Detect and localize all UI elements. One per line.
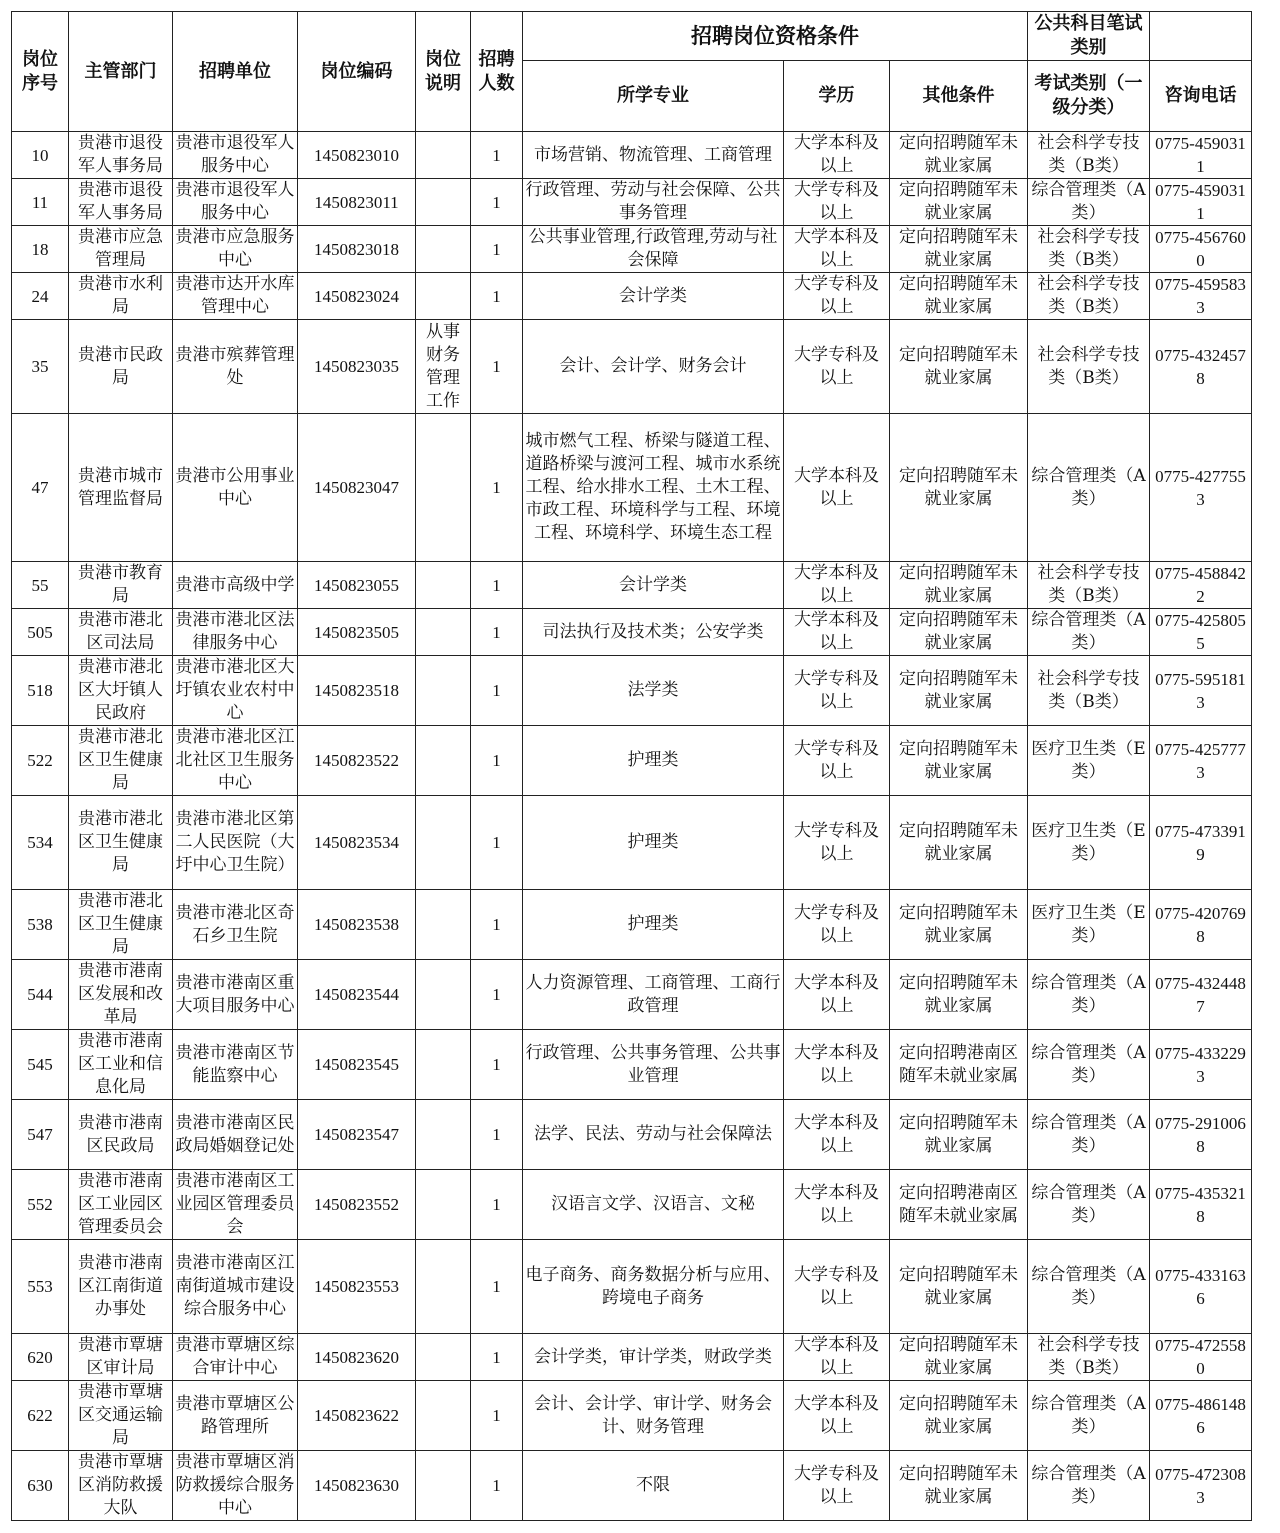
cell-education: 大学本科及以上 xyxy=(784,1170,890,1240)
header-unit: 招聘单位 xyxy=(173,12,298,132)
cell-dept: 贵港市港北区卫生健康局 xyxy=(69,890,173,960)
cell-exam-type: 社会科学专技类（B类） xyxy=(1028,1334,1150,1381)
cell-desc xyxy=(416,132,471,179)
cell-unit: 贵港市港北区江北社区卫生服务中心 xyxy=(173,726,298,796)
cell-seq: 11 xyxy=(12,179,69,226)
cell-phone: 0775-4595833 xyxy=(1150,273,1252,320)
cell-unit: 贵港市港南区工业园区管理委员会 xyxy=(173,1170,298,1240)
cell-seq: 545 xyxy=(12,1030,69,1100)
header-exam-group: 公共科目笔试类别 xyxy=(1028,12,1150,61)
cell-code: 1450823620 xyxy=(298,1334,416,1381)
table-row xyxy=(12,414,1252,562)
cell-seq: 18 xyxy=(12,226,69,273)
cell-other-conditions: 定向招聘随军未就业家属 xyxy=(890,1100,1028,1170)
cell-desc: 从事财务管理工作 xyxy=(416,320,471,414)
cell-seq: 538 xyxy=(12,890,69,960)
cell-desc xyxy=(416,609,471,656)
cell-unit: 贵港市港北区第二人民医院（大圩中心卫生院） xyxy=(173,796,298,890)
cell-other-conditions: 定向招聘随军未就业家属 xyxy=(890,179,1028,226)
cell-dept: 贵港市港南区民政局 xyxy=(69,1100,173,1170)
cell-major: 法学类 xyxy=(523,656,784,726)
cell-seq: 547 xyxy=(12,1100,69,1170)
cell-major: 行政管理、公共事务管理、公共事业管理 xyxy=(523,1030,784,1100)
cell-education: 大学专科及以上 xyxy=(784,273,890,320)
cell-unit: 贵港市港北区法律服务中心 xyxy=(173,609,298,656)
cell-unit: 贵港市港南区民政局婚姻登记处 xyxy=(173,1100,298,1170)
cell-dept: 贵港市覃塘区审计局 xyxy=(69,1334,173,1381)
cell-unit: 贵港市达开水库管理中心 xyxy=(173,273,298,320)
cell-unit: 贵港市覃塘区消防救援综合服务中心 xyxy=(173,1451,298,1521)
cell-education: 大学专科及以上 xyxy=(784,656,890,726)
header-dept: 主管部门 xyxy=(69,12,173,132)
cell-dept: 贵港市覃塘区消防救援大队 xyxy=(69,1451,173,1521)
table-row xyxy=(12,726,1252,796)
cell-other-conditions: 定向招聘随军未就业家属 xyxy=(890,890,1028,960)
cell-count: 1 xyxy=(471,1030,523,1100)
cell-phone: 0775-4567600 xyxy=(1150,226,1252,273)
cell-code: 1450823544 xyxy=(298,960,416,1030)
cell-unit: 贵港市覃塘区综合审计中心 xyxy=(173,1334,298,1381)
cell-major: 市场营销、物流管理、工商管理 xyxy=(523,132,784,179)
cell-major: 护理类 xyxy=(523,796,784,890)
cell-desc xyxy=(416,1100,471,1170)
table-row xyxy=(12,132,1252,179)
header-other-conditions: 其他条件 xyxy=(890,61,1028,132)
cell-code: 1450823547 xyxy=(298,1100,416,1170)
cell-count: 1 xyxy=(471,960,523,1030)
cell-phone: 0775-4861486 xyxy=(1150,1381,1252,1451)
cell-other-conditions: 定向招聘随军未就业家属 xyxy=(890,1381,1028,1451)
cell-dept: 贵港市民政局 xyxy=(69,320,173,414)
cell-phone: 0775-4257773 xyxy=(1150,726,1252,796)
cell-phone: 0775-4324578 xyxy=(1150,320,1252,414)
cell-seq: 534 xyxy=(12,796,69,890)
header-code: 岗位编码 xyxy=(298,12,416,132)
cell-other-conditions: 定向招聘随军未就业家属 xyxy=(890,609,1028,656)
cell-major: 法学、民法、劳动与社会保障法 xyxy=(523,1100,784,1170)
cell-count: 1 xyxy=(471,1100,523,1170)
cell-major: 护理类 xyxy=(523,890,784,960)
cell-code: 1450823553 xyxy=(298,1240,416,1334)
cell-desc xyxy=(416,726,471,796)
cell-dept: 贵港市城市管理监督局 xyxy=(69,414,173,562)
cell-seq: 505 xyxy=(12,609,69,656)
cell-dept: 贵港市港北区司法局 xyxy=(69,609,173,656)
cell-desc xyxy=(416,1451,471,1521)
cell-seq: 10 xyxy=(12,132,69,179)
header-major: 所学专业 xyxy=(523,61,784,132)
cell-major: 不限 xyxy=(523,1451,784,1521)
cell-code: 1450823518 xyxy=(298,656,416,726)
cell-dept: 贵港市港北区卫生健康局 xyxy=(69,726,173,796)
cell-exam-type: 综合管理类（A类） xyxy=(1028,414,1150,562)
cell-education: 大学本科及以上 xyxy=(784,1334,890,1381)
cell-phone: 0775-4353218 xyxy=(1150,1170,1252,1240)
cell-code: 1450823024 xyxy=(298,273,416,320)
cell-code: 1450823522 xyxy=(298,726,416,796)
cell-count: 1 xyxy=(471,1334,523,1381)
cell-count: 1 xyxy=(471,1240,523,1334)
header-education: 学历 xyxy=(784,61,890,132)
cell-dept: 贵港市应急管理局 xyxy=(69,226,173,273)
cell-major: 公共事业管理,行政管理,劳动与社会保障 xyxy=(523,226,784,273)
recruitment-table xyxy=(11,11,1252,1521)
cell-other-conditions: 定向招聘随军未就业家属 xyxy=(890,226,1028,273)
cell-desc xyxy=(416,179,471,226)
cell-dept: 贵港市港南区工业园区管理委员会 xyxy=(69,1170,173,1240)
table-row xyxy=(12,1334,1252,1381)
cell-code: 1450823010 xyxy=(298,132,416,179)
cell-other-conditions: 定向招聘随军未就业家属 xyxy=(890,273,1028,320)
cell-unit: 贵港市殡葬管理处 xyxy=(173,320,298,414)
table-row xyxy=(12,320,1252,414)
cell-seq: 518 xyxy=(12,656,69,726)
cell-phone: 0775-4331636 xyxy=(1150,1240,1252,1334)
table-row xyxy=(12,656,1252,726)
cell-exam-type: 综合管理类（A类） xyxy=(1028,1170,1150,1240)
cell-code: 1450823545 xyxy=(298,1030,416,1100)
cell-exam-type: 综合管理类（A类） xyxy=(1028,1030,1150,1100)
header-qualifications: 招聘岗位资格条件 xyxy=(523,12,1028,61)
cell-seq: 622 xyxy=(12,1381,69,1451)
cell-major: 护理类 xyxy=(523,726,784,796)
cell-phone: 0775-4207698 xyxy=(1150,890,1252,960)
cell-unit: 贵港市港南区江南街道城市建设综合服务中心 xyxy=(173,1240,298,1334)
cell-dept: 贵港市教育局 xyxy=(69,562,173,609)
cell-phone: 0775-4723083 xyxy=(1150,1451,1252,1521)
table-row xyxy=(12,1240,1252,1334)
cell-seq: 47 xyxy=(12,414,69,562)
cell-code: 1450823018 xyxy=(298,226,416,273)
cell-major: 人力资源管理、工商管理、工商行政管理 xyxy=(523,960,784,1030)
cell-dept: 贵港市水利局 xyxy=(69,273,173,320)
cell-desc xyxy=(416,1334,471,1381)
cell-count: 1 xyxy=(471,414,523,562)
cell-count: 1 xyxy=(471,1381,523,1451)
cell-dept: 贵港市港南区工业和信息化局 xyxy=(69,1030,173,1100)
cell-major: 司法执行及技术类；公安学类 xyxy=(523,609,784,656)
cell-code: 1450823011 xyxy=(298,179,416,226)
table-row xyxy=(12,1451,1252,1521)
cell-seq: 630 xyxy=(12,1451,69,1521)
cell-desc xyxy=(416,562,471,609)
cell-other-conditions: 定向招聘港南区随军未就业家属 xyxy=(890,1170,1028,1240)
cell-exam-type: 综合管理类（A类） xyxy=(1028,1451,1150,1521)
cell-dept: 贵港市退役军人事务局 xyxy=(69,179,173,226)
header-row-1 xyxy=(12,12,1252,61)
cell-major: 行政管理、劳动与社会保障、公共事务管理 xyxy=(523,179,784,226)
table-row xyxy=(12,960,1252,1030)
cell-desc xyxy=(416,1030,471,1100)
cell-education: 大学本科及以上 xyxy=(784,226,890,273)
table-row xyxy=(12,1381,1252,1451)
cell-exam-type: 综合管理类（A类） xyxy=(1028,609,1150,656)
cell-count: 1 xyxy=(471,226,523,273)
table-row xyxy=(12,226,1252,273)
cell-exam-type: 医疗卫生类（E类） xyxy=(1028,890,1150,960)
cell-other-conditions: 定向招聘随军未就业家属 xyxy=(890,562,1028,609)
cell-desc xyxy=(416,273,471,320)
cell-code: 1450823035 xyxy=(298,320,416,414)
cell-count: 1 xyxy=(471,796,523,890)
cell-phone: 0775-5951813 xyxy=(1150,656,1252,726)
header-count: 招聘人数 xyxy=(471,12,523,132)
cell-code: 1450823538 xyxy=(298,890,416,960)
cell-code: 1450823630 xyxy=(298,1451,416,1521)
cell-phone: 0775-4277553 xyxy=(1150,414,1252,562)
cell-desc xyxy=(416,1240,471,1334)
cell-dept: 贵港市港北区大圩镇人民政府 xyxy=(69,656,173,726)
table-row xyxy=(12,890,1252,960)
cell-major: 汉语言文学、汉语言、文秘 xyxy=(523,1170,784,1240)
cell-phone: 0775-4258055 xyxy=(1150,609,1252,656)
cell-education: 大学本科及以上 xyxy=(784,1030,890,1100)
cell-unit: 贵港市应急服务中心 xyxy=(173,226,298,273)
cell-unit: 贵港市覃塘区公路管理所 xyxy=(173,1381,298,1451)
table-row xyxy=(12,796,1252,890)
cell-exam-type: 社会科学专技类（B类） xyxy=(1028,273,1150,320)
cell-seq: 552 xyxy=(12,1170,69,1240)
cell-other-conditions: 定向招聘随军未就业家属 xyxy=(890,656,1028,726)
cell-count: 1 xyxy=(471,656,523,726)
cell-exam-type: 综合管理类（A类） xyxy=(1028,1381,1150,1451)
cell-other-conditions: 定向招聘随军未就业家属 xyxy=(890,1334,1028,1381)
cell-phone: 0775-4324487 xyxy=(1150,960,1252,1030)
header-exam-type: 考试类别（一级分类） xyxy=(1028,61,1150,132)
cell-other-conditions: 定向招聘随军未就业家属 xyxy=(890,726,1028,796)
cell-desc xyxy=(416,656,471,726)
cell-other-conditions: 定向招聘随军未就业家属 xyxy=(890,414,1028,562)
cell-other-conditions: 定向招聘港南区随军未就业家属 xyxy=(890,1030,1028,1100)
cell-seq: 553 xyxy=(12,1240,69,1334)
cell-dept: 贵港市港南区发展和改革局 xyxy=(69,960,173,1030)
table-row xyxy=(12,562,1252,609)
cell-phone: 0775-4733919 xyxy=(1150,796,1252,890)
cell-unit: 贵港市港南区节能监察中心 xyxy=(173,1030,298,1100)
cell-education: 大学本科及以上 xyxy=(784,132,890,179)
cell-education: 大学本科及以上 xyxy=(784,414,890,562)
cell-phone: 0775-2910068 xyxy=(1150,1100,1252,1170)
cell-desc xyxy=(416,960,471,1030)
cell-major: 电子商务、商务数据分析与应用、跨境电子商务 xyxy=(523,1240,784,1334)
table-row xyxy=(12,1170,1252,1240)
cell-count: 1 xyxy=(471,1170,523,1240)
header-seq: 岗位序号 xyxy=(12,12,69,132)
cell-education: 大学本科及以上 xyxy=(784,609,890,656)
cell-other-conditions: 定向招聘随军未就业家属 xyxy=(890,1240,1028,1334)
cell-dept: 贵港市退役军人事务局 xyxy=(69,132,173,179)
cell-unit: 贵港市退役军人服务中心 xyxy=(173,179,298,226)
cell-desc xyxy=(416,890,471,960)
cell-exam-type: 综合管理类（A类） xyxy=(1028,1100,1150,1170)
cell-desc xyxy=(416,414,471,562)
recruitment-table-container xyxy=(11,11,1252,1521)
cell-dept: 贵港市港南区江南街道办事处 xyxy=(69,1240,173,1334)
cell-count: 1 xyxy=(471,609,523,656)
cell-major: 会计学类 xyxy=(523,273,784,320)
cell-desc xyxy=(416,1170,471,1240)
cell-exam-type: 社会科学专技类（B类） xyxy=(1028,320,1150,414)
cell-count: 1 xyxy=(471,132,523,179)
cell-education: 大学专科及以上 xyxy=(784,796,890,890)
cell-phone: 0775-4590311 xyxy=(1150,179,1252,226)
cell-phone: 0775-4332293 xyxy=(1150,1030,1252,1100)
cell-count: 1 xyxy=(471,320,523,414)
cell-count: 1 xyxy=(471,562,523,609)
cell-education: 大学专科及以上 xyxy=(784,320,890,414)
cell-exam-type: 综合管理类（A类） xyxy=(1028,179,1150,226)
cell-major: 会计、会计学、财务会计 xyxy=(523,320,784,414)
cell-desc xyxy=(416,226,471,273)
cell-seq: 24 xyxy=(12,273,69,320)
cell-unit: 贵港市港北区大圩镇农业农村中心 xyxy=(173,656,298,726)
cell-other-conditions: 定向招聘随军未就业家属 xyxy=(890,132,1028,179)
cell-seq: 35 xyxy=(12,320,69,414)
cell-dept: 贵港市覃塘区交通运输局 xyxy=(69,1381,173,1451)
cell-code: 1450823534 xyxy=(298,796,416,890)
cell-exam-type: 医疗卫生类（E类） xyxy=(1028,796,1150,890)
cell-seq: 544 xyxy=(12,960,69,1030)
cell-major: 会计学类，审计学类，财政学类 xyxy=(523,1334,784,1381)
cell-unit: 贵港市高级中学 xyxy=(173,562,298,609)
cell-major: 会计、会计学、审计学、财务会计、财务管理 xyxy=(523,1381,784,1451)
cell-code: 1450823622 xyxy=(298,1381,416,1451)
cell-dept: 贵港市港北区卫生健康局 xyxy=(69,796,173,890)
cell-education: 大学本科及以上 xyxy=(784,1100,890,1170)
cell-education: 大学专科及以上 xyxy=(784,1451,890,1521)
cell-education: 大学本科及以上 xyxy=(784,960,890,1030)
cell-count: 1 xyxy=(471,179,523,226)
header-phone: 咨询电话 xyxy=(1150,61,1252,132)
table-row xyxy=(12,1100,1252,1170)
table-row xyxy=(12,273,1252,320)
cell-unit: 贵港市公用事业中心 xyxy=(173,414,298,562)
cell-unit: 贵港市港北区奇石乡卫生院 xyxy=(173,890,298,960)
cell-other-conditions: 定向招聘随军未就业家属 xyxy=(890,960,1028,1030)
cell-other-conditions: 定向招聘随军未就业家属 xyxy=(890,796,1028,890)
cell-other-conditions: 定向招聘随军未就业家属 xyxy=(890,320,1028,414)
cell-desc xyxy=(416,1381,471,1451)
cell-phone: 0775-4725580 xyxy=(1150,1334,1252,1381)
cell-code: 1450823552 xyxy=(298,1170,416,1240)
cell-education: 大学本科及以上 xyxy=(784,1381,890,1451)
cell-exam-type: 综合管理类（A类） xyxy=(1028,960,1150,1030)
cell-desc xyxy=(416,796,471,890)
table-row xyxy=(12,179,1252,226)
cell-seq: 620 xyxy=(12,1334,69,1381)
cell-code: 1450823055 xyxy=(298,562,416,609)
cell-exam-type: 社会科学专技类（B类） xyxy=(1028,656,1150,726)
table-body xyxy=(12,132,1252,1521)
cell-code: 1450823047 xyxy=(298,414,416,562)
cell-count: 1 xyxy=(471,1451,523,1521)
cell-unit: 贵港市退役军人服务中心 xyxy=(173,132,298,179)
header-desc: 岗位说明 xyxy=(416,12,471,132)
cell-seq: 522 xyxy=(12,726,69,796)
table-row xyxy=(12,1030,1252,1100)
cell-phone: 0775-4588422 xyxy=(1150,562,1252,609)
cell-seq: 55 xyxy=(12,562,69,609)
cell-phone: 0775-4590311 xyxy=(1150,132,1252,179)
cell-count: 1 xyxy=(471,726,523,796)
cell-unit: 贵港市港南区重大项目服务中心 xyxy=(173,960,298,1030)
table-row xyxy=(12,609,1252,656)
cell-other-conditions: 定向招聘随军未就业家属 xyxy=(890,1451,1028,1521)
cell-count: 1 xyxy=(471,273,523,320)
cell-count: 1 xyxy=(471,890,523,960)
cell-education: 大学专科及以上 xyxy=(784,726,890,796)
cell-education: 大学专科及以上 xyxy=(784,179,890,226)
cell-code: 1450823505 xyxy=(298,609,416,656)
cell-exam-type: 医疗卫生类（E类） xyxy=(1028,726,1150,796)
cell-exam-type: 社会科学专技类（B类） xyxy=(1028,226,1150,273)
cell-education: 大学本科及以上 xyxy=(784,562,890,609)
header-blank xyxy=(1150,12,1252,61)
cell-exam-type: 社会科学专技类（B类） xyxy=(1028,562,1150,609)
cell-education: 大学专科及以上 xyxy=(784,890,890,960)
cell-major: 城市燃气工程、桥梁与隧道工程、道路桥梁与渡河工程、城市水系统工程、给水排水工程、土木工程、市政工程、环境科学与工程、环境工程、环境科学、环境生态工程 xyxy=(523,414,784,562)
cell-exam-type: 社会科学专技类（B类） xyxy=(1028,132,1150,179)
cell-exam-type: 综合管理类（A类） xyxy=(1028,1240,1150,1334)
cell-major: 会计学类 xyxy=(523,562,784,609)
cell-education: 大学专科及以上 xyxy=(784,1240,890,1334)
